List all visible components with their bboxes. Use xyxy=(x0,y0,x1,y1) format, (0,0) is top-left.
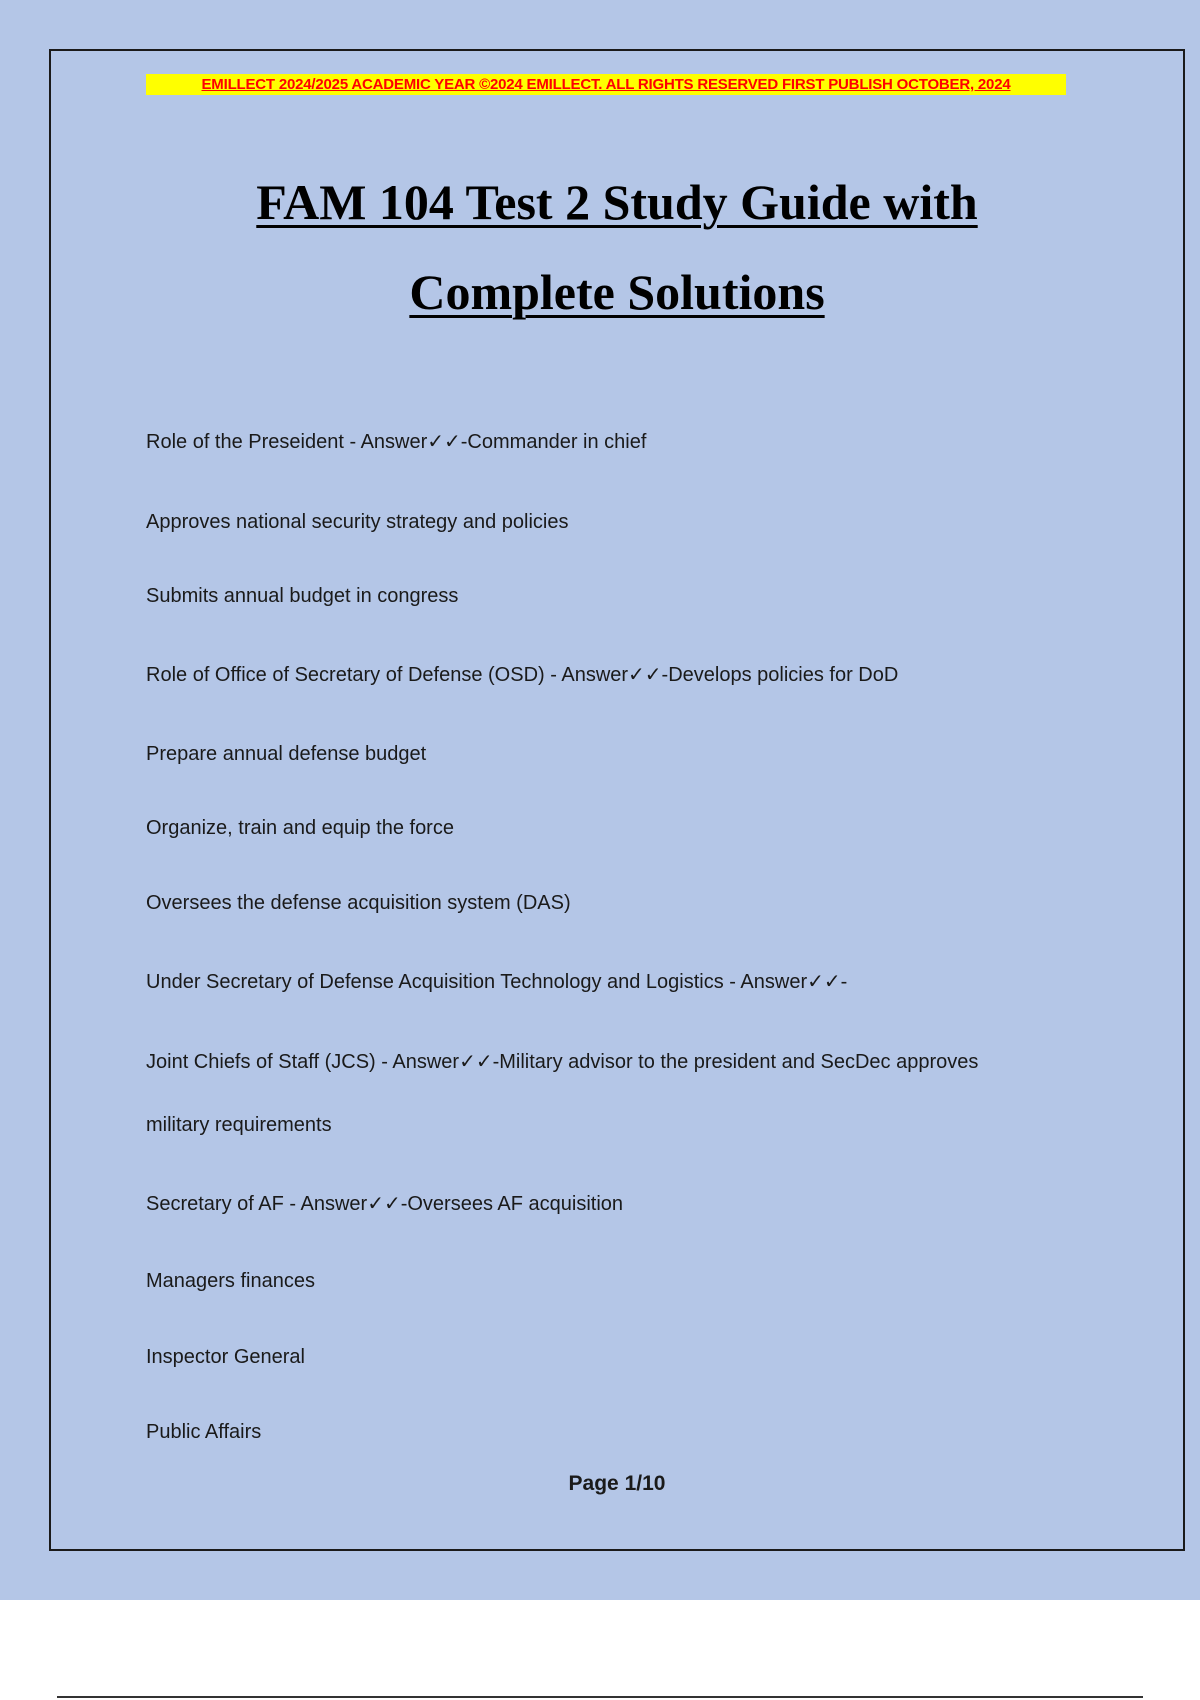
study-entry: Organize, train and equip the force xyxy=(146,817,454,839)
study-entry: Joint Chiefs of Staff (JCS) - Answer✓✓-Military advisor to the president and SecDec approves xyxy=(146,1051,979,1073)
study-entry: Under Secretary of Defense Acquisition Technology and Logistics - Answer✓✓- xyxy=(146,971,848,993)
study-entry: Secretary of AF - Answer✓✓-Oversees AF acquisition xyxy=(146,1193,624,1215)
study-entry: Role of the Preseident - Answer✓✓-Commander in chief xyxy=(146,431,647,453)
study-entry: Approves national security strategy and policies xyxy=(146,511,569,533)
study-entry: Inspector General xyxy=(146,1346,305,1368)
study-entry: Submits annual budget in congress xyxy=(146,585,459,607)
document-title-line-1: FAM 104 Test 2 Study Guide with xyxy=(256,174,978,230)
study-entry: Public Affairs xyxy=(146,1421,262,1443)
study-entry: Role of Office of Secretary of Defense (OSD) - Answer✓✓-Develops policies for DoD xyxy=(146,664,899,686)
study-entry: Oversees the defense acquisition system (DAS) xyxy=(146,892,571,914)
document-title-line-2: Complete Solutions xyxy=(409,264,825,320)
study-entry: military requirements xyxy=(146,1114,332,1136)
page-number: Page 1/10 xyxy=(568,1472,666,1495)
footer-divider xyxy=(57,1696,1143,1698)
study-entry: Prepare annual defense budget xyxy=(146,743,427,765)
study-entry: Managers finances xyxy=(146,1270,315,1292)
copyright-banner: EMILLECT 2024/2025 ACADEMIC YEAR ©2024 EMILLECT. ALL RIGHTS RESERVED FIRST PUBLISH OCTOBER, 2024 xyxy=(146,74,1066,95)
